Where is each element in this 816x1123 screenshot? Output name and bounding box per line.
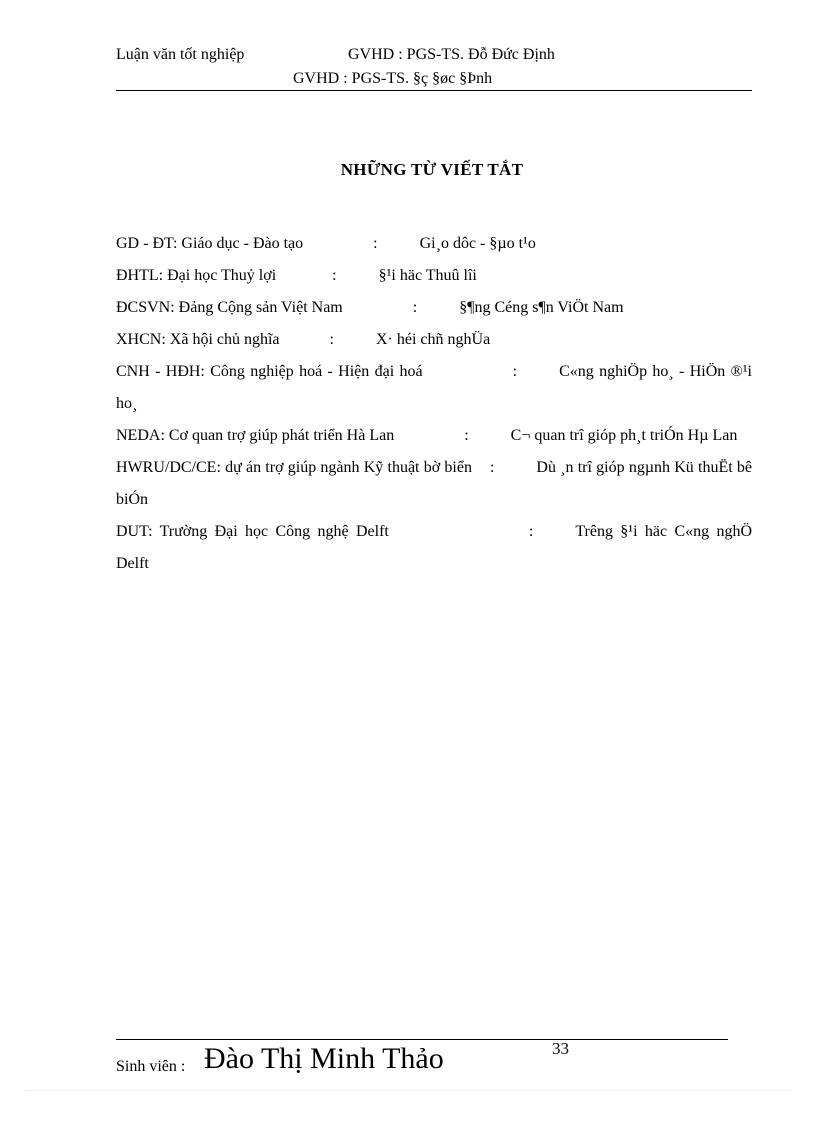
page-edge [24,1090,792,1091]
list-item [116,452,752,516]
separator: : [512,363,518,380]
student-label: Sinh viên : [116,1058,186,1075]
list-item [116,228,752,260]
list-item [116,292,752,324]
header-advisor: GVHD : PGS-TS. Đỗ Đức Định [348,46,555,63]
legacy-text: X· héi chñ nghÜa [375,331,491,348]
student-name: Đào Thị Minh Thảo [204,1042,444,1075]
legacy-text: Dù ¸n trî gióp ngµnh Kü thuËt bê biÓn [116,459,753,508]
separator: : [489,459,495,476]
page-footer [116,1040,756,1080]
abbreviation-list [116,228,752,580]
abbreviation: HWRU/DC/CE: dự án trợ giúp ngành Kỹ thuật bờ biển [116,459,472,476]
page-number: 33 [552,1039,569,1058]
running-header [116,46,756,68]
separator: : [528,523,534,540]
abbreviation: CNH - HĐH: Công nghiệp hoá - Hiện đại hoá [116,363,423,380]
list-item [116,324,752,356]
abbreviation: ĐCSVN: Đảng Cộng sản Việt Nam [116,299,343,316]
legacy-text: C«ng nghiÖp ho¸ - HiÖn ®¹i ho¸ [116,363,753,412]
abbreviation: DUT: Trường Đại học Công nghệ Delft [116,523,389,540]
legacy-text: §¶ng Céng s¶n ViÖt Nam [459,299,624,316]
list-item [116,516,752,580]
legacy-text: Gi¸o dôc - §µo t¹o [419,235,536,252]
separator: : [332,267,337,284]
list-item [116,356,752,420]
page-title: NHỮNG TỪ VIẾT TẮT [340,160,524,179]
list-item [116,260,752,292]
legacy-text: §¹i häc Thuû lîi [378,267,477,284]
header-rule [116,90,752,91]
separator: : [373,235,378,252]
separator: : [464,427,469,444]
abbreviation: XHCN: Xã hội chủ nghĩa [116,331,280,348]
legacy-text: C¬ quan trî gióp ph¸t triÓn Hµ Lan [510,427,738,444]
legacy-text: Trêng §¹i häc C«ng nghÖ Delft [116,523,753,572]
abbreviation: ĐHTL: Đại học Thuỷ lợi [116,267,277,284]
list-item [116,420,752,452]
separator: : [412,299,418,316]
abbreviation: GD - ĐT: Giáo dục - Đào tạo [116,235,304,252]
separator: : [329,331,334,348]
header-thesis-label: Luận văn tốt nghiệp [116,46,245,63]
abbreviation: NEDA: Cơ quan trợ giúp phát triển Hà Lan [116,427,395,444]
header-advisor-legacy: GVHD : PGS-TS. §ç §øc §Þnh [293,70,493,87]
